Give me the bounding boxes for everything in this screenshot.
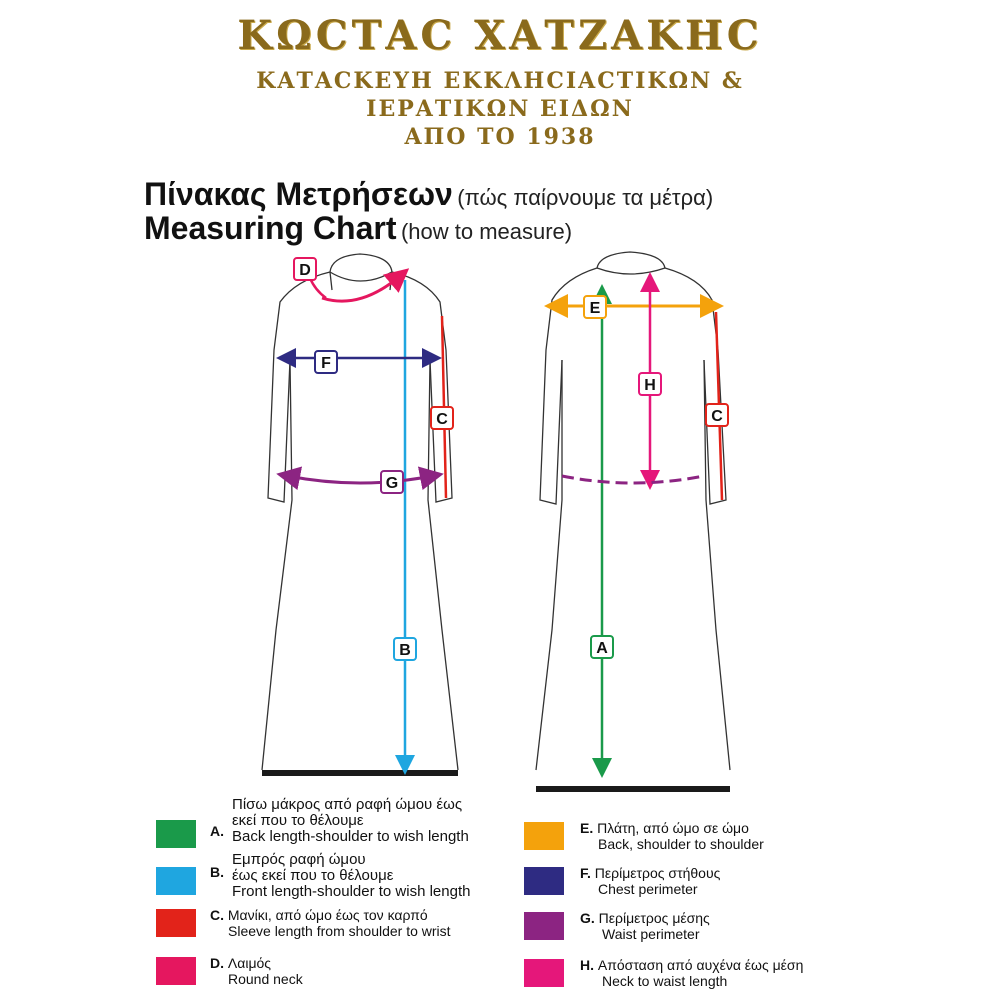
garment-diagram	[0, 250, 1000, 800]
legend-item-h	[500, 955, 1000, 995]
svg-text:H: H	[644, 377, 656, 394]
legend-item-e	[500, 818, 1000, 858]
label-f	[315, 351, 337, 373]
legend-a-line2: εκεί που το θέλουμε	[232, 812, 364, 829]
legend-h-line2: Neck to waist length	[602, 973, 728, 989]
svg-text:F: F	[321, 355, 331, 372]
legend-item-b	[0, 852, 500, 912]
english-note: (how to measure)	[400, 219, 573, 244]
brand-subtitle-line1: ΚΑΤΑCΚΕΥΗ ΕΚΚΛΗCΙΑCΤΙΚΩΝ &	[256, 68, 744, 94]
english-heading	[144, 210, 572, 247]
measure-line-g	[288, 476, 432, 483]
svg-text:B: B	[399, 642, 411, 659]
legend-swatch-h	[524, 959, 564, 987]
legend-a-line1: Πίσω μάκρος από ραφή ώμου έως	[232, 796, 463, 813]
svg-text:G: G	[385, 475, 399, 492]
label-b	[394, 638, 416, 660]
greek-note: (πώς παίρνουμε τα μέτρα)	[457, 185, 714, 210]
legend-f-line1: Περίμετρος στήθους	[594, 865, 721, 881]
back-hem-bar	[536, 786, 730, 792]
legend-g-line1: Περίμετρος μέσης	[598, 910, 710, 926]
legend-letter-c: C.	[210, 907, 224, 923]
legend-h-line1: Απόσταση από αυχένα έως μέση	[597, 957, 804, 973]
legend-letter-g: G.	[580, 910, 595, 926]
legend-d-line1: Λαιμός	[227, 955, 272, 971]
legend-swatch-g	[524, 912, 564, 940]
legend-b-line2: έως εκεί που το θέλουμε	[232, 867, 394, 884]
legend-g-line2: Waist perimeter	[602, 926, 700, 942]
legend-item-a	[0, 795, 500, 855]
legend-item-f	[500, 863, 1000, 903]
legend-d-line2: Round neck	[228, 971, 303, 987]
legend-swatch-a	[156, 820, 196, 848]
svg-text:A: A	[596, 640, 608, 657]
legend-letter-a: A.	[210, 823, 224, 839]
legend-a-line3: Back length-shoulder to wish length	[232, 828, 469, 845]
measure-line-d	[322, 276, 400, 301]
legend-e-line2: Back, shoulder to shoulder	[598, 836, 764, 852]
front-garment	[262, 254, 458, 770]
legend-item-c	[0, 905, 500, 945]
label-d	[294, 258, 316, 280]
brand-subtitle-line3: ΑΠΟ ΤΟ 1938	[404, 124, 596, 150]
legend-letter-b: B.	[210, 864, 224, 880]
legend-letter-d: D.	[210, 955, 224, 971]
greek-heading	[144, 176, 713, 213]
legend-item-g	[500, 908, 1000, 948]
legend-letter-h: H.	[580, 957, 594, 973]
label-e	[584, 296, 606, 318]
legend-swatch-d	[156, 957, 196, 985]
svg-text:C: C	[711, 408, 723, 425]
greek-title: Πίνακας Μετρήσεων	[144, 176, 453, 212]
label-c-back	[706, 404, 728, 426]
brand-name: ΚΩCΤΑC ΧΑΤΖΑΚΗC	[237, 12, 763, 59]
svg-text:E: E	[589, 300, 601, 317]
english-title: Measuring Chart	[144, 210, 397, 246]
label-g	[381, 471, 403, 493]
legend-f-line2: Chest perimeter	[598, 881, 698, 897]
label-a	[591, 636, 613, 658]
legend-letter-f: F.	[580, 865, 591, 881]
legend-letter-e: E.	[580, 820, 594, 836]
label-h	[639, 373, 661, 395]
front-hem-bar	[262, 770, 458, 776]
back-waist-dashed	[562, 476, 704, 483]
legend-swatch-b	[156, 867, 196, 895]
legend-c-line1: Μανίκι, από ώμο έως τον καρπό	[227, 907, 428, 923]
legend-swatch-f	[524, 867, 564, 895]
legend-c-line2: Sleeve length from shoulder to wrist	[228, 923, 451, 939]
legend-swatch-e	[524, 822, 564, 850]
legend-b-line1: Εμπρός ραφή ώμου	[232, 851, 366, 868]
legend-b-line3: Front length-shoulder to wish length	[232, 883, 471, 900]
brand-subtitle-line2: ΙΕΡΑΤΙΚΩΝ ΕΙΔΩΝ	[366, 96, 634, 122]
svg-text:C: C	[436, 411, 448, 428]
svg-text:D: D	[299, 262, 311, 279]
legend-e-line1: Πλάτη, από ώμο σε ώμο	[597, 820, 749, 836]
back-garment	[536, 252, 730, 770]
legend-item-d	[0, 953, 500, 993]
label-c-front	[431, 407, 453, 429]
legend-swatch-c	[156, 909, 196, 937]
